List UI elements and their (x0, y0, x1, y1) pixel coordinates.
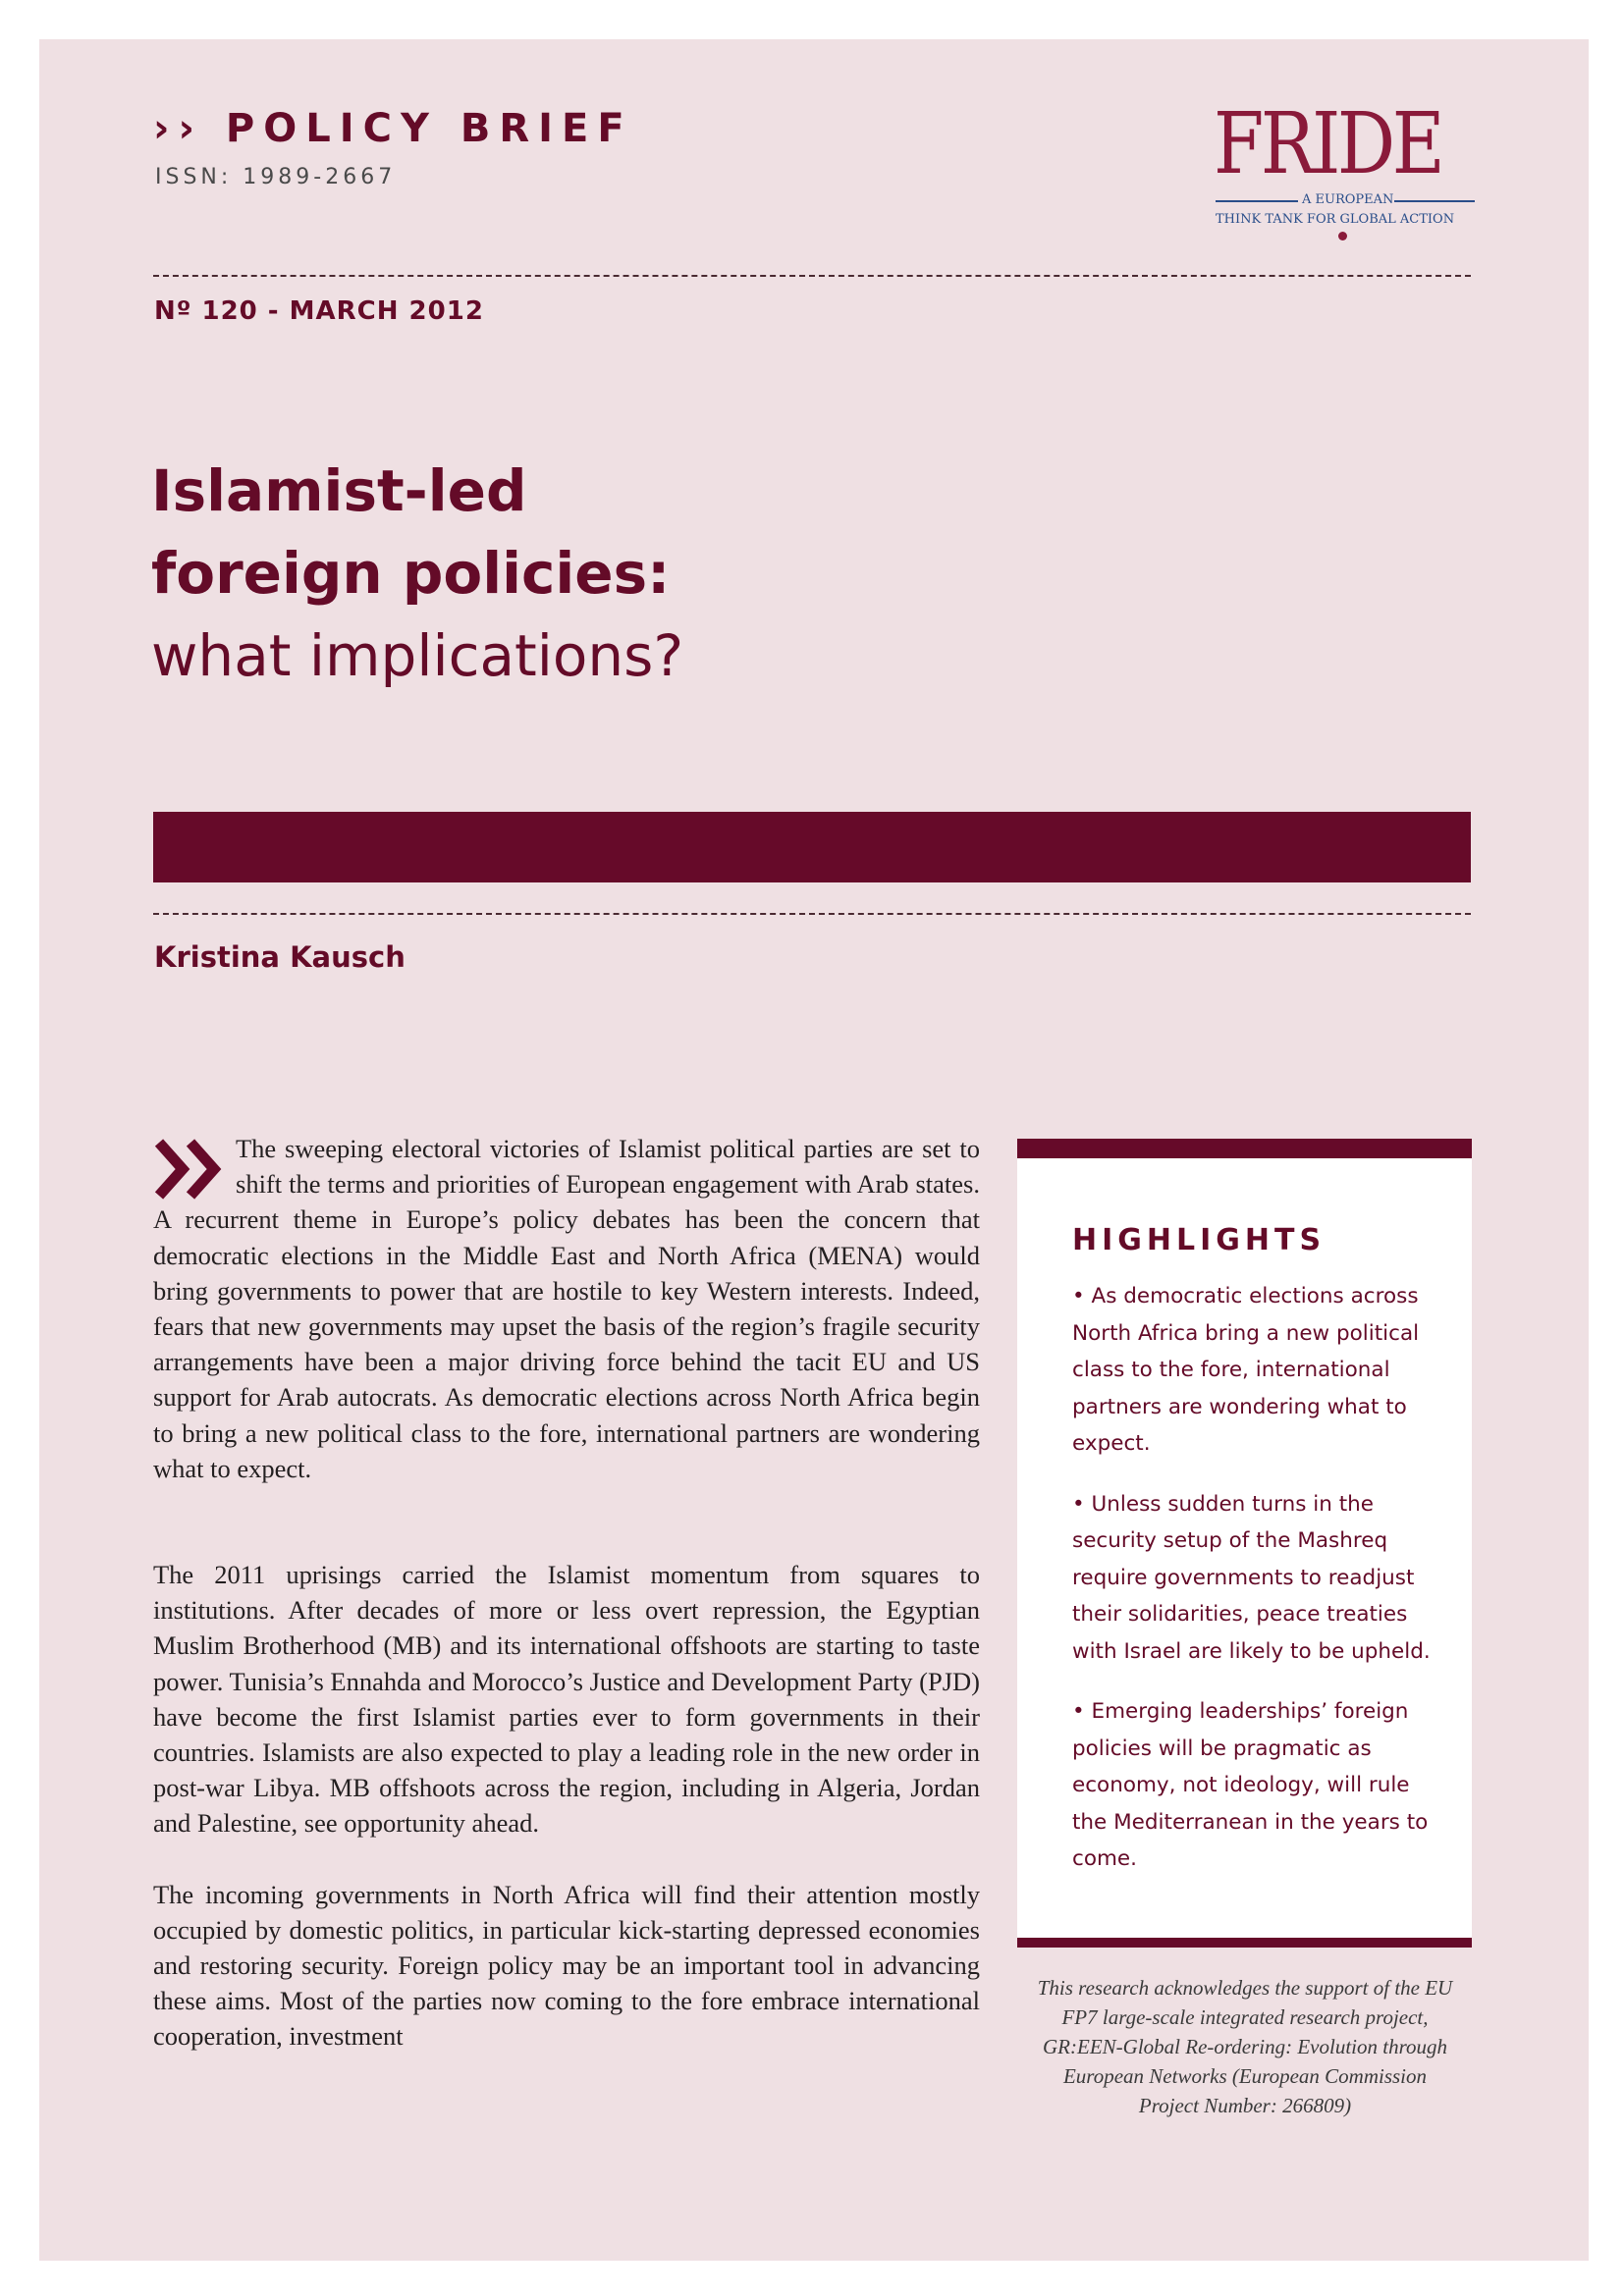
logo-dot (1338, 232, 1347, 240)
body-text (153, 1131, 980, 2090)
logo-rule-right (1394, 200, 1475, 202)
title-bar (153, 812, 1471, 882)
body-paragraph: The incoming governments in North Africa will find their attention mostly occupied by domestic politics, in particular kick-starting depressed economies and restoring security. Foreign policy may be an important tool in advancing these aims. Most of the parties now coming to the fore embrace international cooperation, investment (153, 1879, 980, 2052)
policy-brief-label: ›› POLICY BRIEF (153, 106, 633, 151)
author-divider (153, 913, 1471, 915)
highlights-list (1072, 1278, 1445, 1901)
title-line-1: Islamist-led (151, 457, 527, 524)
header-divider (153, 275, 1471, 277)
title-subtitle: what implications? (151, 622, 684, 689)
logo-tagline-top: A EUROPEAN (1302, 192, 1394, 207)
highlight-item: • As democratic elections across North Africa bring a new political class to the fore, international partners are wondering what to expect. (1072, 1284, 1420, 1456)
acknowledgement-note: This research acknowledges the support of the EU FP7 large-scale integrated research project, GR:EEN-Global Re-ordering: Evolution through European Networks (European Commission Project Number: 266809) (1037, 1976, 1453, 2117)
logo-wordmark: FRIDE (1214, 95, 1442, 193)
body-paragraph: The sweeping electoral victories of Islamist political parties are set to shift the terms and priorities of European engagement with Arab states. A recurrent theme in Europe’s policy debates has been the concern that democratic elections in the Middle East and North Africa (MENA) would bring governments to power that are hostile to key Western interests. Indeed, fears that new governments may upset the basis of the region’s fragile security arrangements have been a major driving force behind the tacit EU and US support for Arab autocrats. As democratic elections across North Africa begin to bring a new political class to the fore, international partners are wondering what to expect. (153, 1134, 980, 1483)
title-line-2: foreign policies: (151, 540, 671, 607)
logo-rule-left (1216, 200, 1298, 202)
body-paragraph: The 2011 uprisings carried the Islamist momentum from squares to institutions. After decades of more or less overt repression, the Egyptian Muslim Brotherhood (MB) and its international offshoots are starting to taste power. Tunisia’s Ennahda and Morocco’s Justice and Development Party (PJD) have become the first Islamist parties ever to form governments in their countries. Islamists are also expected to play a leading role in the new order in post-war Libya. MB offshoots across the region, including in Algeria, Jordan and Palestine, see opportunity ahead. (153, 1560, 980, 1839)
issue-number: Nº 120 - MARCH 2012 (154, 296, 484, 326)
highlight-item: • Unless sudden turns in the security setup of the Mashreq require governments to readjust their solidarities, peace treaties with Israel are likely to be upheld. (1072, 1491, 1431, 1664)
quote-chevrons-icon (153, 1137, 228, 1201)
highlights-box (1017, 1139, 1472, 1948)
author-name: Kristina Kausch (154, 940, 406, 974)
highlight-item: • Emerging leaderships’ foreign policies will be pragmatic as economy, not ideology, will rule the Mediterranean in the years to come. (1072, 1699, 1429, 1871)
fride-logo (1198, 95, 1492, 249)
highlights-title: HIGHLIGHTS (1072, 1223, 1326, 1257)
logo-tagline-bottom: THINK TANK FOR GLOBAL ACTION (1216, 212, 1455, 227)
issn-number: ISSN: 1989-2667 (155, 165, 397, 189)
